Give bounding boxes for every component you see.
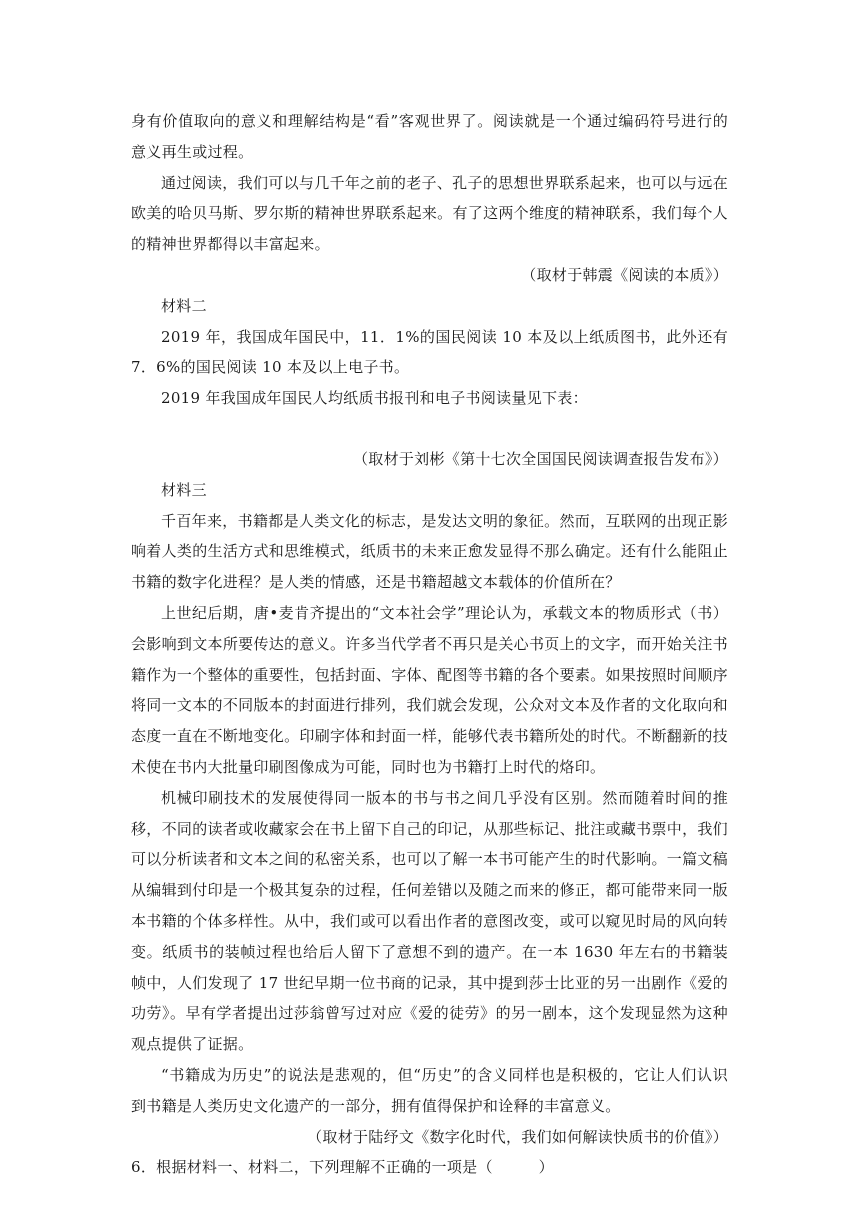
source-citation-3: （取材于陆纾文《数字化时代，我们如何解读快质书的价值》） [307, 1127, 728, 1146]
paragraph-table-intro: 2019 年我国成年国民人均纸质书报刊和电子书阅读量见下表： [161, 389, 588, 408]
paragraph-material3-1: 千百年来，书籍都是人类文化的标志，是发达文明的象征。然而，互联网的出现正影响着人类的生活方式和思维模式，纸质书的未来正愈发显得不那么确定。还有什么能阻止书籍的数字化进程？是人类的情感，还是书籍超越文本载体的价值所在？ [131, 511, 728, 592]
source-citation-1: （取材于韩震《阅读的本质》） [521, 265, 728, 284]
paragraph-material3-3: 机械印刷技术的发展使得同一版本的书与书之间几乎没有区别。然而随着时间的推移，不同的读者或收藏家会在书上留下自己的印记，从那些标记、批注或藏书票中，我们可以分析读者和文本之间的私密关系，也可以了解一本书可能产生的时代影响。一篇文稿从编辑到付印是一个极其复杂的过程，任何差错以及随之而来的修正，都可能带来同一版本书籍的个体多样性。从中，我们或可以看出作者的意图改变，或可以窥见时局的风向转变。纸质书的装帧过程也给后人留下了意想不到的遗产。在一本 1630 年左右的书籍装帧中，人们发现了 17 世纪早期一位书商的记录，其中提到莎士比亚的另一出剧作《爱的功劳》。早有学者提出过莎翁曾写过对应《爱的徒劳》的另一剧本，这个发现显然为这种观点提供了证据。 [131, 788, 728, 1054]
heading-material-3: 材料三 [161, 480, 207, 499]
missing-table-space [131, 414, 728, 444]
document-body [131, 106, 728, 1183]
paragraph-material3-2: 上世纪后期，唐•麦肯齐提出的“文本社会学”理论认为，承载文本的物质形式（书）会影响到文本所要传达的意义。许多当代学者不再只是关心书页上的文字，而开始关注书籍作为一个整体的重要性，包括封面、字体、配图等书籍的各个要素。如果按照时间顺序将同一文本的不同版本的封面进行排列，我们就会发现，公众对文本及作者的文化取向和态度一直在不断地变化。印刷字体和封面一样，能够代表书籍所处的时代。不断翻新的技术使在书内大批量印刷图像成为可能，同时也为书籍打上时代的烙印。 [131, 603, 728, 776]
question-6: 6．根据材料一、材料二，下列理解不正确的一项是（ ） [131, 1158, 554, 1177]
heading-material-2: 材料二 [161, 296, 207, 315]
source-citation-2: （取材于刘彬《第十七次全国国民阅读调查报告发布》） [352, 449, 728, 468]
paragraph-material3-4: “书籍成为历史”的说法是悲观的，但“历史”的含义同样也是积极的，它让人们认识到书籍是人类历史文化遗产的一部分，拥有值得保护和诠释的丰富意义。 [131, 1065, 728, 1115]
paragraph-stats: 2019 年，我国成年国民中，11．1%的国民阅读 10 本及以上纸质图书，此外还有 7．6%的国民阅读 10 本及以上电子书。 [131, 327, 728, 377]
paragraph-reading: 通过阅读，我们可以与几千年之前的老子、孔子的思想世界联系起来，也可以与远在欧美的哈贝马斯、罗尔斯的精神世界联系起来。有了这两个维度的精神联系，我们每个人的精神世界都得以丰富起来。 [131, 173, 728, 254]
paragraph-intro: 身有价值取向的意义和理解结构是“看”客观世界了。阅读就是一个通过编码符号进行的意义再生或过程。 [131, 112, 728, 161]
